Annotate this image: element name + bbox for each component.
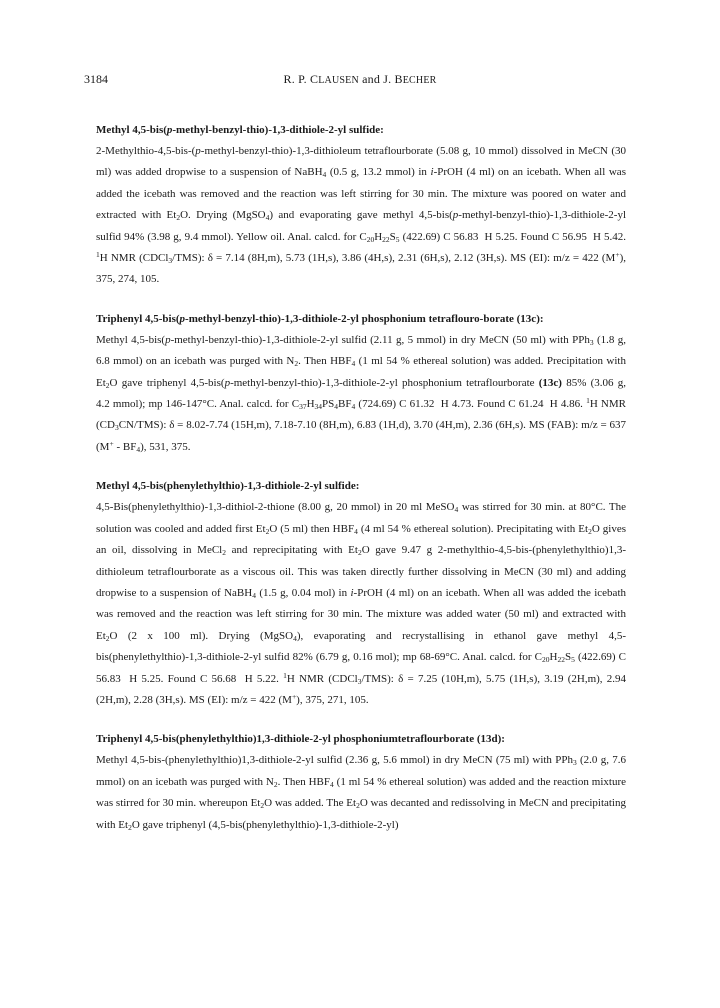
procedure-section — [96, 122, 626, 291]
section-body: 4,5-Bis(phenylethylthio)-1,3-dithiol-2-thione (8.00 g, 20 mmol) in 20 ml MeSO$_4$ was stirred for 30 min. at 80°C. The solution was cooled and added first $Et_2O$ (5 ml) then $HBF_4$ (4 ml 54 % ethereal solution). Precipitating with $Et_2O$ gives an oil, dissolving in MeCl$_2$ and reprecipitating with $Et_2O$ gave 9.47 g 2-methylthio-4,5-bis-(phenylethylthio)1,3-dithioleum tetraflourborate as a viscous oil. This was taken directly further dissolving in MeCN (30 ml) and adding dropwise to a suspension of NaBH$_4$ (1.5 g, 0.04 mol) in i-PrOH (4 ml) on an icebath. When all was added the icebath was removed and the reaction was left stirring for 30 min. The mixture was added water (50 ml) and extracted with $Et_2O$ (2 x 100 ml). Drying (MgSO$_4$), evaporating and recrystallising in ethanol gave methyl 4,5-bis(phenylethylthio)-1,3-dithiole-2-yl sulfid 82% (6.79 g, 0.16 mol); mp 68-69°C. Anal. calcd. for $C_{20}H_{22}S_5$ (422.69) C 56.83 H 5.25. Found C 56.68 H 5.22. $^1$H NMR (CDCl$_3$/TMS): δ = 7.25 (10H,m), 5.75 (1H,s), 3.19 (2H,m), 2.94 (2H,m), 2.28 (3H,s). MS (EI): m/z = 422 (M+), 375, 271, 105. — [96, 501, 627, 706]
section-title: Methyl 4,5-bis(phenylethylthio)-1,3-dithiole-2-yl sulfide: — [96, 480, 360, 493]
running-head: R. P. CLAUSEN and J. BECHER — [283, 72, 437, 86]
section-title: Methyl 4,5-bis(p-methyl-benzyl-thio)-1,3-dithiole-2-yl sulfide: — [96, 124, 384, 136]
procedure-section — [96, 478, 626, 711]
page-number: 3184 — [84, 72, 108, 86]
section-title: Triphenyl 4,5-bis(p-methyl-benzyl-thio)-1,3-dithiole-2-yl phosphonium tetraflouro-borate (13c): — [96, 312, 544, 325]
section-title: Triphenyl 4,5-bis(phenylethylthio)1,3-dithiole-2-yl phosphoniumtetraflourborate (13d): — [96, 733, 505, 746]
section-body: 2-Methylthio-4,5-bis-(p-methyl-benzyl-thio)-1,3-dithioleum tetraflourborate (5.08 g, 10 mmol) dissolved in MeCN (30 ml) was added dropwise to a suspension of NaBH$_4$ (0.5 g, 13.2 mmol) in i-PrOH (4 ml) on an icebath. When all was added the icebath was removed and the reaction was left stirring for 30 min. The mixture was poored on water and extracted with $Et_2O$. Drying (MgSO$_4$) and evaporating gave methyl 4,5-bis(p-methyl-benzyl-thio)-1,3-dithiole-2-yl sulfid 94% (3.98 g, 9.4 mmol). Yellow oil. Anal. calcd. for $C_{20}H_{22}S_5$ (422.69) C 56.83 H 5.25. Found C 56.95 H 5.42. $^1$H NMR (CDCl$_3$/TMS): δ = 7.14 (8H,m), 5.73 (1H,s), 3.86 (4H,s), 2.31 (6H,s), 2.12 (3H,s). MS (EI): m/z = 422 (M+), 375, 274, 105. — [96, 145, 626, 286]
section-body: Methyl 4,5-bis-(phenylethylthio)1,3-dithiole-2-yl sulfid (2.36 g, 5.6 mmol) in dry MeCN (75 ml) with PPh$_3$ (2.0 g, 7.6 mmol) on an icebath was purged with $N_2$. Then $HBF_4$ (1 ml 54 % ethereal solution) was added and the reaction mixture was stirred for 30 min. whereupon $Et_2O$ was added. The $Et_2O$ was decanted and redissolving in MeCN and precipitating with $Et_2O$ gave triphenyl (4,5-bis(phenylethylthio)-1,3-dithiole-2-yl) — [96, 754, 626, 832]
section-body: Methyl 4,5-bis(p-methyl-benzyl-thio)-1,3-dithiole-2-yl sulfid (2.11 g, 5 mmol) in dry MeCN (50 ml) with PPh$_3$ (1.8 g, 6.8 mmol) on an icebath was purged with $N_2$. Then $HBF_4$ (1 ml 54 % ethereal solution) was added. Precipitation with $Et_2O$ gave triphenyl 4,5-bis(p-methyl-benzyl-thio)-1,3-dithiole-2-yl phosphonium tetraflourborate (13c) 85% (3.06 g, 4.2 mmol); mp 146-147°C. Anal. calcd. for $C_{37}H_{34}PS_4BF_4$ (724.69) C 61.32 H 4.73. Found C 61.24 H 4.86. $^1$H NMR $(CD_3CN/TMS)$: δ = 8.02-7.74 (15H,m), 7.18-7.10 (8H,m), 6.83 (1H,d), 3.70 (4H,m), 2.36 (6H,s). MS (FAB): m/z = 637 $(M^+ - BF_4)$, 531, 375. — [96, 333, 626, 454]
main-text — [96, 122, 626, 856]
procedure-section — [96, 311, 626, 458]
page-header — [84, 72, 636, 92]
procedure-section — [96, 731, 626, 836]
